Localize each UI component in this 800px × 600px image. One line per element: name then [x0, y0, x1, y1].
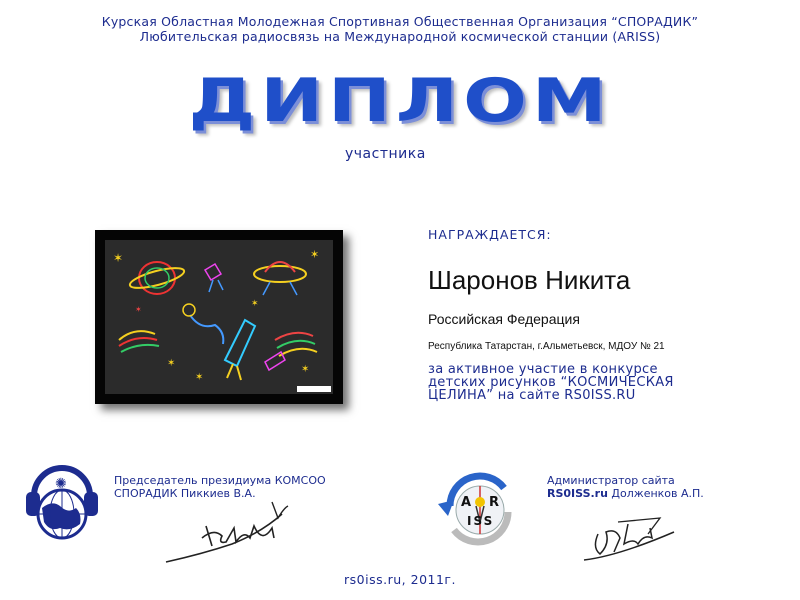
admin-name: Долженков А.П.	[607, 487, 704, 500]
chairman-signature-label	[114, 474, 326, 500]
admin-signature-label	[547, 474, 704, 500]
svg-text:✶: ✶	[310, 248, 320, 261]
ariss-letter-a: A	[461, 495, 472, 510]
recipient-country: Российская Федерация	[428, 311, 580, 327]
header-line-2: Любительская радиосвязь на Международной космической станции (ARISS)	[139, 29, 661, 44]
svg-text:✶: ✶	[135, 305, 142, 314]
award-reason-line-3: ЦЕЛИНА” на сайте RS0ISS.RU	[428, 388, 636, 403]
admin-signature	[578, 504, 698, 566]
ariss-letters-iss: ISS	[467, 514, 495, 528]
svg-text:✶: ✶	[195, 372, 204, 383]
svg-text:✶: ✶	[301, 364, 310, 375]
children-drawing	[95, 230, 343, 404]
header-line-1: Курская Областная Молодежная Спортивная Общественная Организация “СПОРАДИК”	[101, 14, 699, 29]
diploma-title: ДИПЛОМ	[188, 66, 612, 136]
award-reason-line-1: за активное участие в конкурсе	[428, 362, 658, 377]
chairman-name: СПОРАДИК Пиккиев В.А.	[114, 487, 256, 500]
chairman-signature	[162, 498, 302, 568]
svg-text:✶: ✶	[167, 358, 176, 369]
footer-text: rs0iss.ru, 2011г.	[344, 572, 456, 587]
sporadic-globe-logo	[24, 462, 100, 552]
svg-text:✶: ✶	[113, 251, 124, 265]
drawing-artwork	[105, 240, 333, 394]
diploma-subtitle: участника	[345, 146, 426, 162]
admin-site: RS0ISS.ru	[547, 487, 608, 500]
recipient-name: Шаронов Никита	[428, 265, 631, 295]
award-reason-line-2: детских рисунков “КОСМИЧЕСКАЯ	[428, 375, 674, 390]
awarded-label: НАГРАЖДАЕТСЯ:	[428, 227, 552, 242]
admin-title: Администратор сайта	[547, 474, 675, 487]
ariss-logo	[434, 464, 524, 554]
recipient-address: Республика Татарстан, г.Альметьевск, МДОУ № 21	[428, 341, 665, 352]
svg-text:✺: ✺	[55, 476, 67, 492]
svg-text:✶: ✶	[251, 299, 259, 309]
ariss-letter-r: R	[489, 495, 500, 510]
chairman-title: Председатель президиума КОМСОО	[114, 474, 326, 487]
